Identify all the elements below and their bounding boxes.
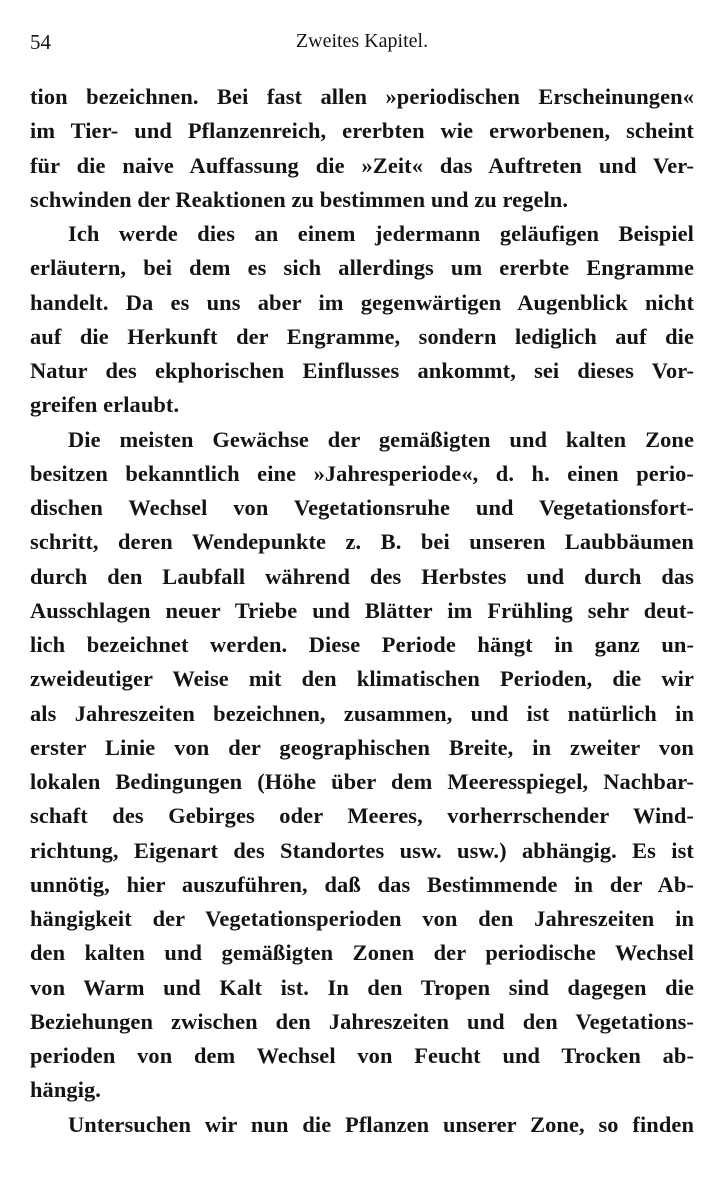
text-line: schaft des Gebirges oder Meeres, vorherrschender Wind- — [30, 803, 694, 829]
text-line: erläutern, bei dem es sich allerdings um ererbte Engramme — [30, 255, 694, 281]
text-line: hängig. — [30, 1077, 102, 1103]
text-line: handelt. Da es uns aber im gegenwärtigen Augenblick nicht — [30, 289, 694, 315]
text-line: hängigkeit der Vegetationsperioden von den Jahreszeiten in — [30, 906, 694, 931]
paragraph — [30, 80, 694, 217]
text-line: richtung, Eigenart des Standortes usw. usw.) abhängig. Es ist — [30, 837, 694, 863]
text-line: Beziehungen zwischen den Jahreszeiten und den Vegetations- — [30, 1008, 694, 1034]
text-line: Untersuchen wir nun die Pflanzen unserer Zone, so finden — [68, 1111, 694, 1137]
text-line: unnötig, hier auszuführen, daß das Bestimmende in der Ab- — [30, 871, 694, 897]
text-line: perioden von dem Wechsel von Feucht und Trocken ab- — [30, 1043, 694, 1068]
text-line: für die naive Auffassung die »Zeit« das Auftreten und Ver- — [30, 152, 694, 178]
chapter-title: Zweites Kapitel. — [295, 30, 429, 52]
text-line: lokalen Bedingungen (Höhe über dem Meeresspiegel, Nachbar- — [30, 769, 694, 794]
text-line: im Tier- und Pflanzenreich, ererbten wie erworbenen, scheint — [30, 118, 694, 144]
text-line: durch den Laubfall während des Herbstes und durch das — [30, 563, 694, 589]
body-text — [30, 80, 694, 1142]
text-line: Ausschlagen neuer Triebe und Blätter im Frühling sehr deut- — [30, 597, 694, 623]
text-line: besitzen bekanntlich eine »Jahresperiode«, d. h. einen perio- — [30, 460, 694, 486]
paragraph — [30, 217, 694, 423]
text-line: tion bezeichnen. Bei fast allen »periodischen Erscheinungen« — [30, 84, 694, 109]
paragraph — [30, 1108, 694, 1142]
paragraph — [30, 423, 694, 1108]
text-line: schwinden der Reaktionen zu bestimmen und zu regeln. — [30, 186, 569, 212]
book-page — [30, 24, 694, 1142]
text-line: den kalten und gemäßigten Zonen der periodische Wechsel — [30, 940, 694, 966]
text-line: lich bezeichnet werden. Diese Periode hängt in ganz un- — [30, 632, 694, 657]
text-line: auf die Herkunft der Engramme, sondern lediglich auf die — [30, 323, 694, 349]
text-line: schritt, deren Wendepunkte z. B. bei unseren Laubbäumen — [30, 529, 694, 555]
text-line: dischen Wechsel von Vegetationsruhe und Vegetationsfort- — [30, 495, 694, 520]
text-line: Ich werde dies an einem jedermann geläufigen Beispiel — [68, 221, 694, 246]
text-line: zweideutiger Weise mit den klimatischen Perioden, die wir — [30, 666, 694, 692]
page-number: 54 — [30, 30, 51, 54]
text-line: Die meisten Gewächse der gemäßigten und kalten Zone — [68, 426, 694, 452]
text-line: Natur des ekphorischen Einflusses ankommt, sei dieses Vor- — [30, 358, 694, 383]
text-line: von Warm und Kalt ist. In den Tropen sind dagegen die — [30, 974, 694, 1000]
text-line: erster Linie von der geographischen Breite, in zweiter von — [30, 734, 694, 760]
running-head — [30, 24, 694, 58]
text-line: greifen erlaubt. — [30, 392, 180, 418]
text-line: als Jahreszeiten bezeichnen, zusammen, und ist natürlich in — [30, 700, 694, 726]
